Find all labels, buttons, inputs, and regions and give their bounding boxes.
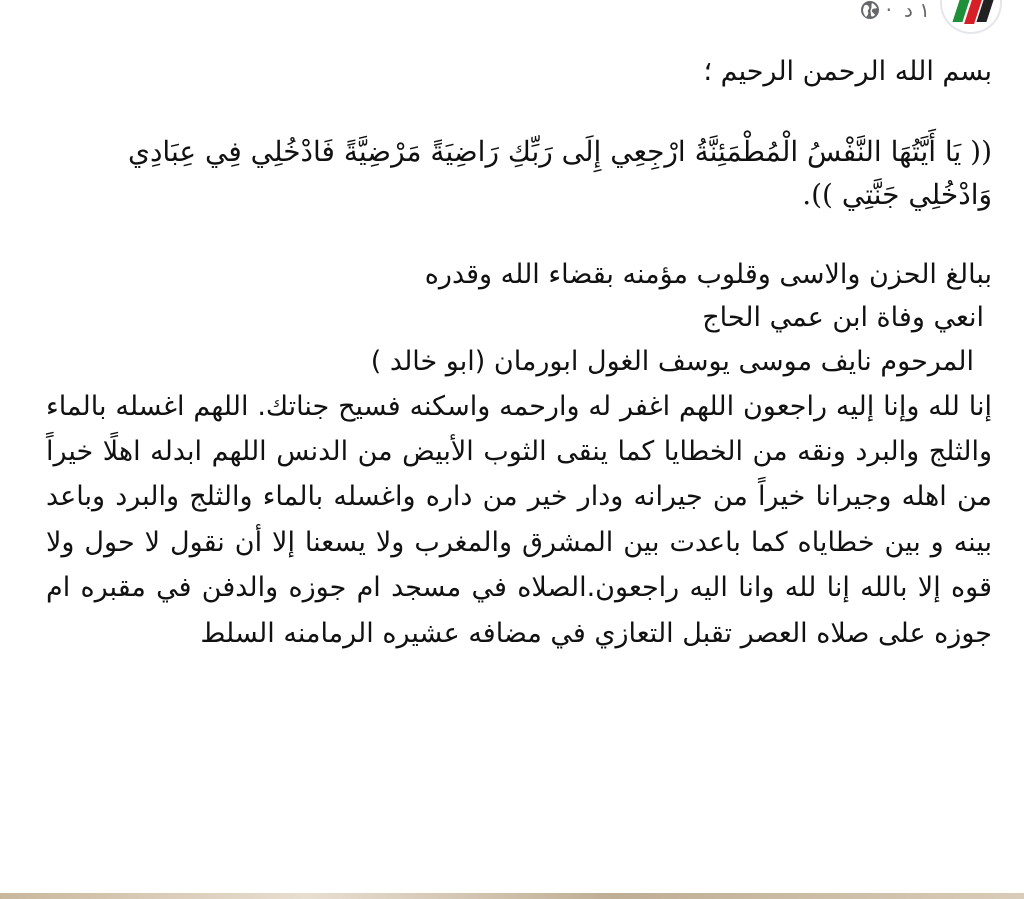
obituary-line: انعي وفاة ابن عمي الحاج	[702, 302, 984, 334]
post-body	[46, 50, 992, 656]
prayer-paragraph: إنا لله وإنا إليه راجعون اللهم اغفر له وارحمه واسكنه فسيح جناتك. اللهم اغسله بالماء والثلج والبرد ونقه من الخطايا كما ينقى الثوب الأبيض من الدنس اللهم ابدله اهلًا خيراً من اهله وجيرانا خيراً من جيرانه ودار خير من داره واغسله بالماء والثلج والبرد وباعد بينه و بين خطاياه كما باعدت بين المشرق والمغرب ولا يسعنا إلا أن نقول لا حول ولا قوه إلا بالله إنا لله وانا اليه راجعون.الصلاه في مسجد ام جوزه والدفن في مقبره ام جوزه على صلاه العصر تقبل التعازي في مضافه عشيره الرمامنه السلط	[46, 390, 992, 649]
spacer	[46, 217, 992, 253]
obituary-line: ببالغ الحزن والاسى وقلوب مؤمنه بقضاء الله وقدره	[424, 258, 992, 290]
obituary-line: المرحوم نايف موسى يوسف الغول ابورمان (ابو خالد )	[370, 345, 974, 377]
quran-verse: (( يَا أَيَّتُهَا النَّفْسُ الْمُطْمَئِنَّةُ ارْجِعِي إِلَى رَبِّكِ رَاضِيَةً مَرْضِيَّةً فَادْخُلِي فِي عِبَادِي وَادْخُلِي جَنَّتِي )).	[128, 134, 992, 212]
post-header	[860, 0, 1002, 34]
spacer	[46, 94, 992, 130]
globe-icon[interactable]	[860, 0, 880, 20]
post-meta	[860, 0, 930, 22]
post-timestamp[interactable]: ١ د	[903, 0, 930, 22]
meta-separator: ·	[885, 0, 892, 22]
page-avatar[interactable]	[940, 0, 1002, 34]
next-post-edge	[0, 893, 1024, 899]
bismillah-line: بسم الله الرحمن الرحيم ؛	[703, 56, 992, 87]
